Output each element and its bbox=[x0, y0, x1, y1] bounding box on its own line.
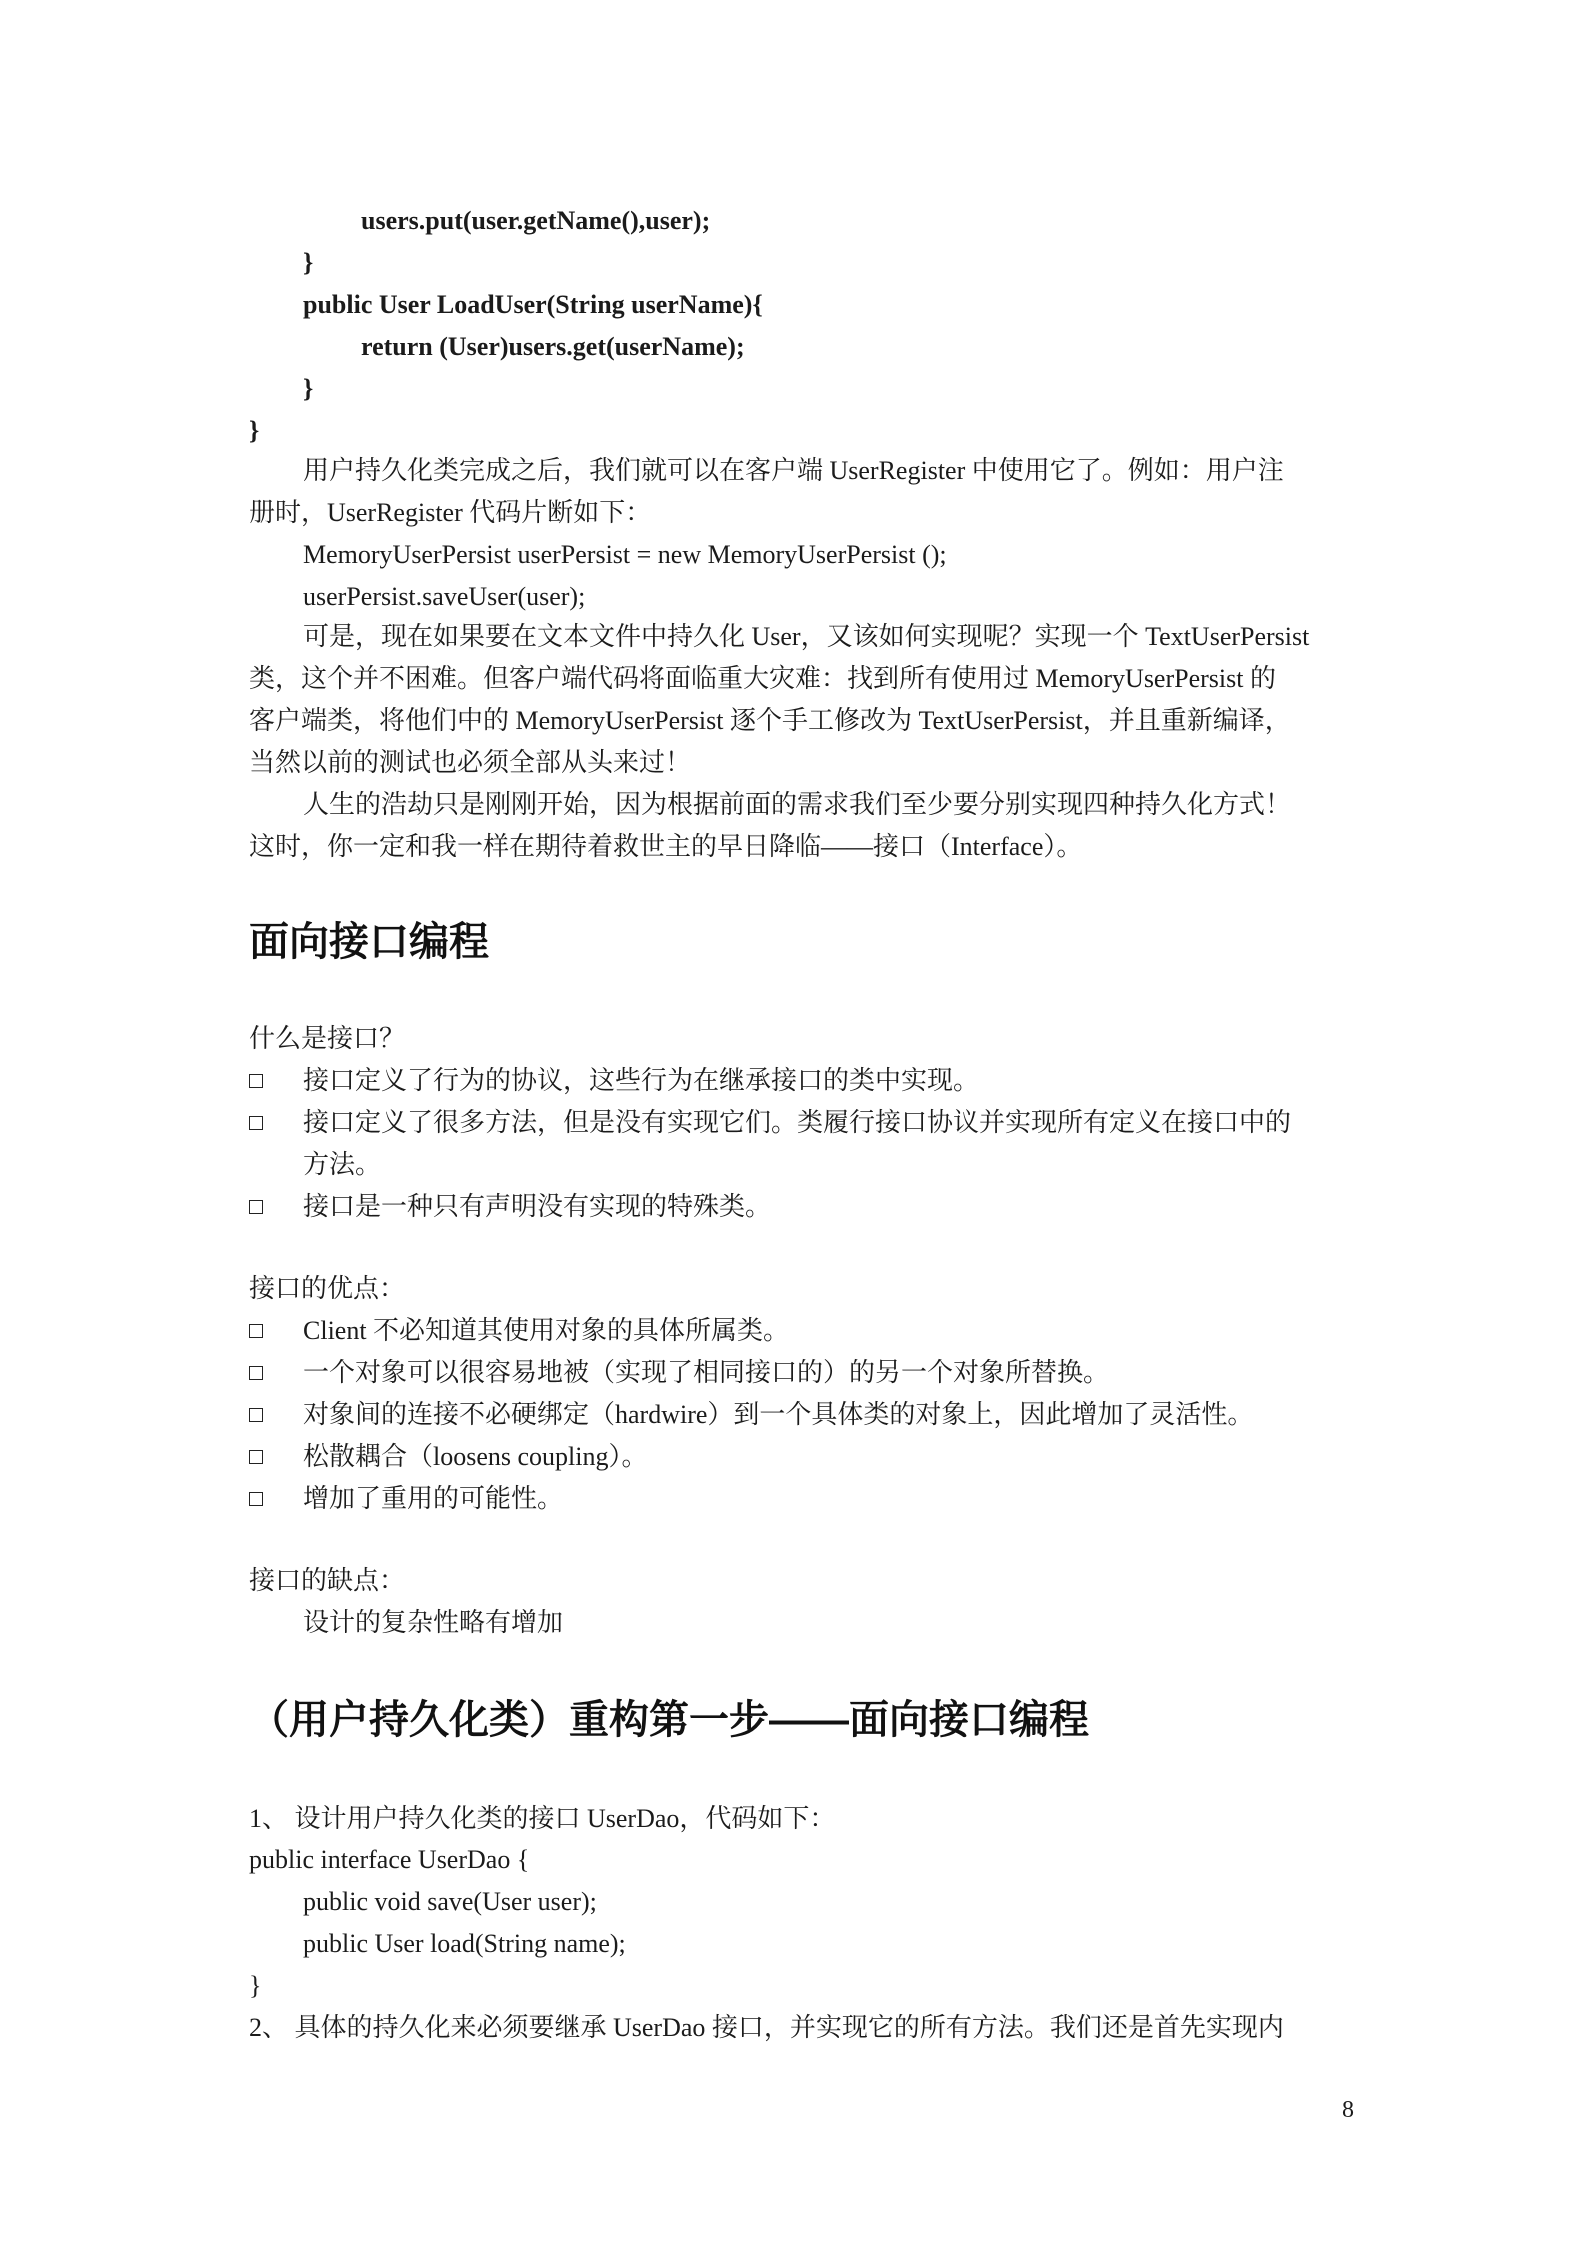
code-line: } bbox=[303, 248, 314, 277]
list-item-text: 接口定义了很多方法，但是没有实现它们。类履行接口协议并实现所有定义在接口中的 bbox=[303, 1108, 1292, 1137]
code-line: } bbox=[249, 416, 260, 445]
list-item-text: 对象间的连接不必硬绑定（hardwire）到一个具体类的对象上，因此增加了灵活性。 bbox=[303, 1400, 1254, 1429]
list-item bbox=[249, 1478, 563, 1520]
paragraph-line: 册时，UserRegister 代码片断如下： bbox=[249, 498, 652, 527]
list-item bbox=[249, 1352, 1109, 1394]
list-item bbox=[249, 1060, 979, 1102]
list-item bbox=[249, 1310, 789, 1352]
list-item-text: 一个对象可以很容易地被（实现了相同接口的）的另一个对象所替换。 bbox=[303, 1358, 1110, 1387]
list-item bbox=[249, 1102, 1291, 1144]
paragraph-line: 可是，现在如果要在文本文件中持久化 User，又该如何实现呢？实现一个 TextUserPersist bbox=[303, 622, 1310, 651]
step-text: 2、 具体的持久化来必须要继承 UserDao 接口，并实现它的所有方法。我们还是首先实现内 bbox=[249, 2013, 1284, 2042]
list-item-text: Client 不必知道其使用对象的具体所属类。 bbox=[303, 1316, 790, 1345]
paragraph-line: 类，这个并不困难。但客户端代码将面临重大灾难：找到所有使用过 MemoryUserPersist 的 bbox=[249, 664, 1276, 693]
page-number: 8 bbox=[1342, 2097, 1354, 2123]
list-item bbox=[249, 1394, 1253, 1436]
paragraph-line: 这时，你一定和我一样在期待着救世主的早日降临——接口（Interface）。 bbox=[249, 832, 1083, 861]
square-bullet-icon bbox=[249, 1492, 263, 1506]
square-bullet-icon bbox=[249, 1366, 263, 1380]
square-bullet-icon bbox=[249, 1324, 263, 1338]
square-bullet-icon bbox=[249, 1200, 263, 1214]
code-line: public void save(User user); bbox=[303, 1887, 597, 1916]
list-label: 接口的优点： bbox=[249, 1274, 406, 1303]
list-item-continuation: 方法。 bbox=[303, 1150, 382, 1179]
list-item bbox=[249, 1436, 648, 1478]
code-line: public interface UserDao { bbox=[249, 1845, 530, 1874]
paragraph-line: 当然以前的测试也必须全部从头来过！ bbox=[249, 748, 692, 777]
square-bullet-icon bbox=[249, 1450, 263, 1464]
list-label: 什么是接口？ bbox=[249, 1024, 406, 1053]
step-text: 1、 设计用户持久化类的接口 UserDao，代码如下： bbox=[249, 1804, 836, 1833]
code-line: public User load(String name); bbox=[303, 1929, 626, 1958]
paragraph-line: 用户持久化类完成之后，我们就可以在客户端 UserRegister 中使用它了。例如：用户注 bbox=[303, 456, 1284, 485]
list-label: 接口的缺点： bbox=[249, 1566, 406, 1595]
paragraph-line: 人生的浩劫只是刚刚开始，因为根据前面的需求我们至少要分别实现四种持久化方式！ bbox=[303, 790, 1292, 819]
code-line: MemoryUserPersist userPersist = new MemoryUserPersist (); bbox=[303, 540, 947, 569]
code-line: } bbox=[303, 374, 314, 403]
list-item-text: 接口是一种只有声明没有实现的特殊类。 bbox=[303, 1192, 772, 1221]
code-line: users.put(user.getName(),user); bbox=[361, 206, 711, 235]
list-item-text: 增加了重用的可能性。 bbox=[303, 1484, 564, 1513]
square-bullet-icon bbox=[249, 1074, 263, 1088]
code-line: public User LoadUser(String userName){ bbox=[303, 290, 763, 319]
code-line: userPersist.saveUser(user); bbox=[303, 582, 586, 611]
list-item-text: 接口定义了行为的协议，这些行为在继承接口的类中实现。 bbox=[303, 1066, 980, 1095]
list-item-text: 松散耦合（loosens coupling）。 bbox=[303, 1442, 648, 1471]
paragraph-line: 客户端类，将他们中的 MemoryUserPersist 逐个手工修改为 TextUserPersist，并且重新编译， bbox=[249, 706, 1291, 735]
code-line: } bbox=[249, 1971, 262, 2000]
list-item bbox=[249, 1186, 771, 1228]
list-item-text: 设计的复杂性略有增加 bbox=[303, 1608, 564, 1637]
section-heading: （用户持久化类）重构第一步——面向接口编程 bbox=[249, 1698, 1089, 1742]
section-heading: 面向接口编程 bbox=[249, 920, 489, 964]
square-bullet-icon bbox=[249, 1116, 263, 1130]
code-line: return (User)users.get(userName); bbox=[361, 332, 745, 361]
square-bullet-icon bbox=[249, 1408, 263, 1422]
